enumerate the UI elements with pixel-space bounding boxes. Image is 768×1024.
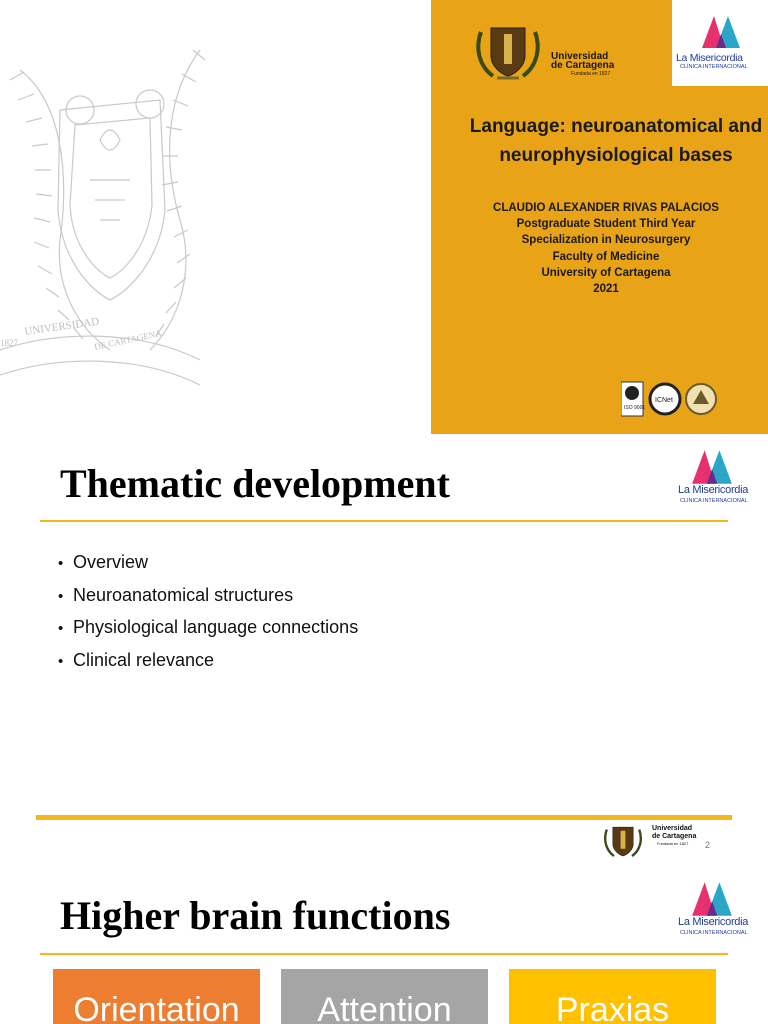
page-number: 2 [705,840,711,850]
clinic-subtitle: CLÍNICA INTERNACIONAL [680,498,748,504]
university-shield-icon [473,18,543,84]
slide-heading: Higher brain functions [60,893,451,938]
clinic-mountain-icon [690,446,734,486]
accreditation-logos [621,380,741,420]
title-panel [431,0,768,434]
presentation-title [431,112,768,170]
accreditation-badge-text: ISO 9001 [624,405,646,411]
list-item: • Neuroanatomical structures [58,583,358,616]
function-box-attention: Attention [281,969,488,1024]
title-slide [0,0,768,434]
clinic-logo [672,878,768,958]
author-name: CLAUDIO ALEXANDER RIVAS PALACIOS [493,202,719,214]
clinic-subtitle: CLÍNICA INTERNACIONAL [680,930,748,936]
clinic-name: La Misericordia [678,916,749,928]
clinic-mountain-icon [700,12,742,50]
clinic-logo [672,446,768,526]
footer-rule [36,815,732,820]
agenda-slide [0,434,768,864]
author-specialization: Specialization in Neurosurgery [521,234,691,247]
clinic-mountain-icon [690,878,734,918]
university-shield-icon [602,821,644,861]
university-name-line1: Universidad [551,51,609,62]
crest-text-left: UNIVERSIDAD [23,315,100,338]
clinic-subtitle: CLÍNICA INTERNACIONAL [680,64,748,70]
crest-text-right: DE CARTAGENA [93,327,163,352]
author-university: University of Cartagena [541,266,671,279]
footer-university-logo [602,821,712,861]
footer-university-line1: Universidad [652,825,693,832]
icontec-badge-text: ICNet [655,397,673,404]
footer-university-line2: de Cartagena [652,833,697,840]
author-faculty: Faculty of Medicine [552,250,660,263]
clinic-name: La Misericordia [678,484,749,496]
footer-university-founded: Fundada en 1827 [657,841,689,846]
presentation-year: 2021 [593,283,619,296]
agenda-list [58,550,358,680]
function-box-praxias: Praxias [509,969,716,1024]
list-item: • Clinical relevance [58,648,358,681]
university-crest-watermark [0,30,300,410]
list-item: • Overview [58,550,358,583]
crest-text-year: 1827 [0,338,18,348]
heading-rule [40,953,728,955]
university-founded: Fundada en 1827 [571,71,611,77]
author-role: Postgraduate Student Third Year [516,218,696,231]
university-name-line2: de Cartagena [551,60,615,71]
list-item: • Physiological language connections [58,615,358,648]
slide-heading: Thematic development [60,461,450,506]
clinic-logo [672,0,768,86]
functions-slide [0,864,768,1024]
heading-rule [40,520,728,522]
author-block [431,200,768,297]
title-line-2: neurophysiological bases [499,145,733,166]
function-box-orientation: Orientation [53,969,260,1024]
title-line-1: Language: neuroanatomical and [469,116,763,137]
clinic-name: La Misericordia [676,52,743,64]
